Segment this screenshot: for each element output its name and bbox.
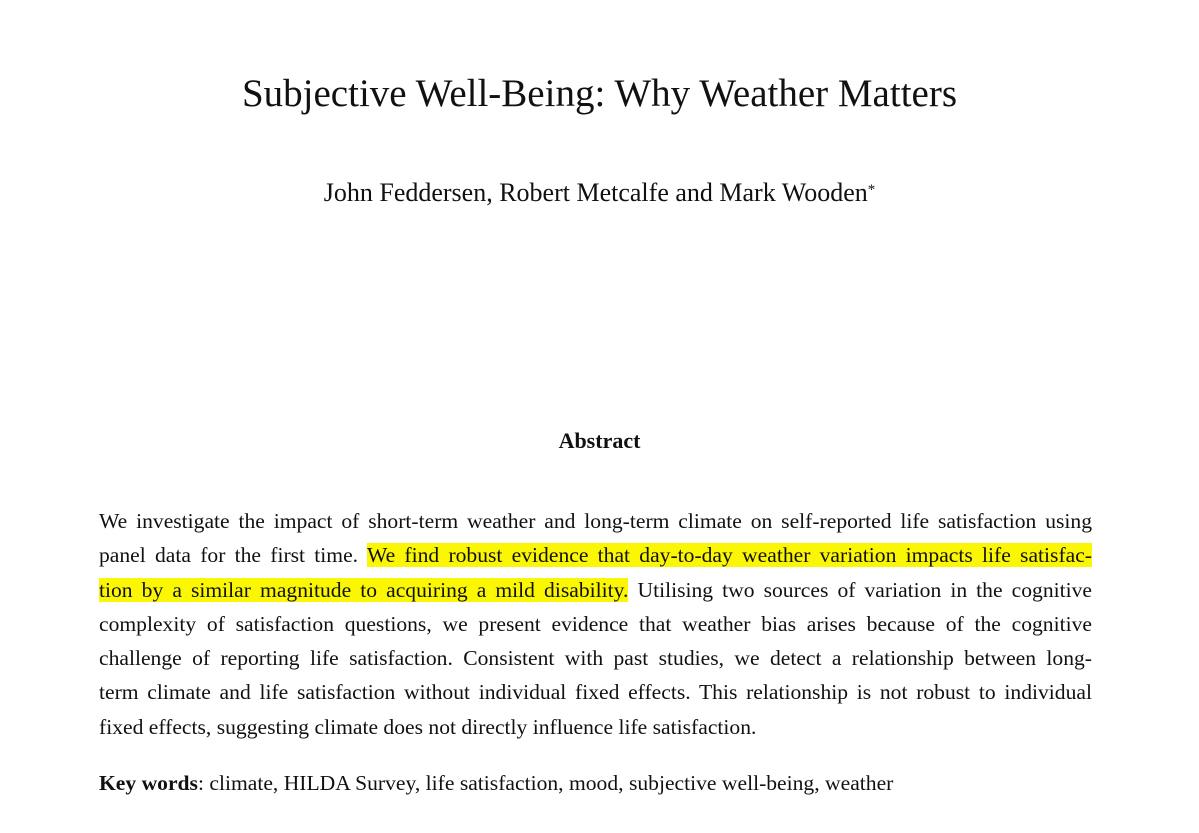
abstract-text: complexity of satisfaction questions, we present evidence that weather bias arises because of the cognitive <box>99 611 1092 636</box>
abstract-line <box>99 675 1092 709</box>
abstract-text: We investigate the impact of short-term weather and long-term climate on self-reported life satisfaction using <box>99 509 1092 533</box>
highlighted-text: We find robust evidence that day-to-day weather variation impacts life satisfac- <box>366 543 1092 568</box>
abstract-line <box>99 504 1092 538</box>
highlighted-text: tion by a similar magnitude to acquiring a mild disability. <box>99 577 629 602</box>
abstract-line <box>99 710 1092 744</box>
abstract-line <box>99 538 1092 572</box>
paper-authors <box>0 176 1199 210</box>
abstract-text: fixed effects, suggesting climate does not directly influence life satisfaction. <box>99 714 757 739</box>
abstract-body <box>99 504 1092 744</box>
abstract-line <box>99 607 1092 641</box>
keywords-list: : climate, HILDA Survey, life satisfaction, mood, subjective well-being, weather <box>197 771 894 795</box>
keywords <box>99 767 893 799</box>
abstract-line <box>99 573 1092 607</box>
paper-title: Subjective Well-Being: Why Weather Matters <box>241 72 958 115</box>
abstract-heading: Abstract <box>558 428 641 453</box>
abstract-text: panel data for the first time. <box>99 543 367 568</box>
abstract-line <box>99 641 1092 675</box>
author-names: John Feddersen, Robert Metcalfe and Mark Wooden <box>323 178 868 207</box>
abstract-text: Utilising two sources of variation in the cognitive <box>628 577 1092 602</box>
abstract-text: challenge of reporting life satisfaction. Consistent with past studies, we detect a relationship between long- <box>99 646 1092 671</box>
keywords-label: Key words <box>99 771 198 795</box>
abstract-text: term climate and life satisfaction without individual fixed effects. This relationship is not robust to individual <box>99 680 1092 705</box>
author-footnote-mark: * <box>867 182 876 198</box>
